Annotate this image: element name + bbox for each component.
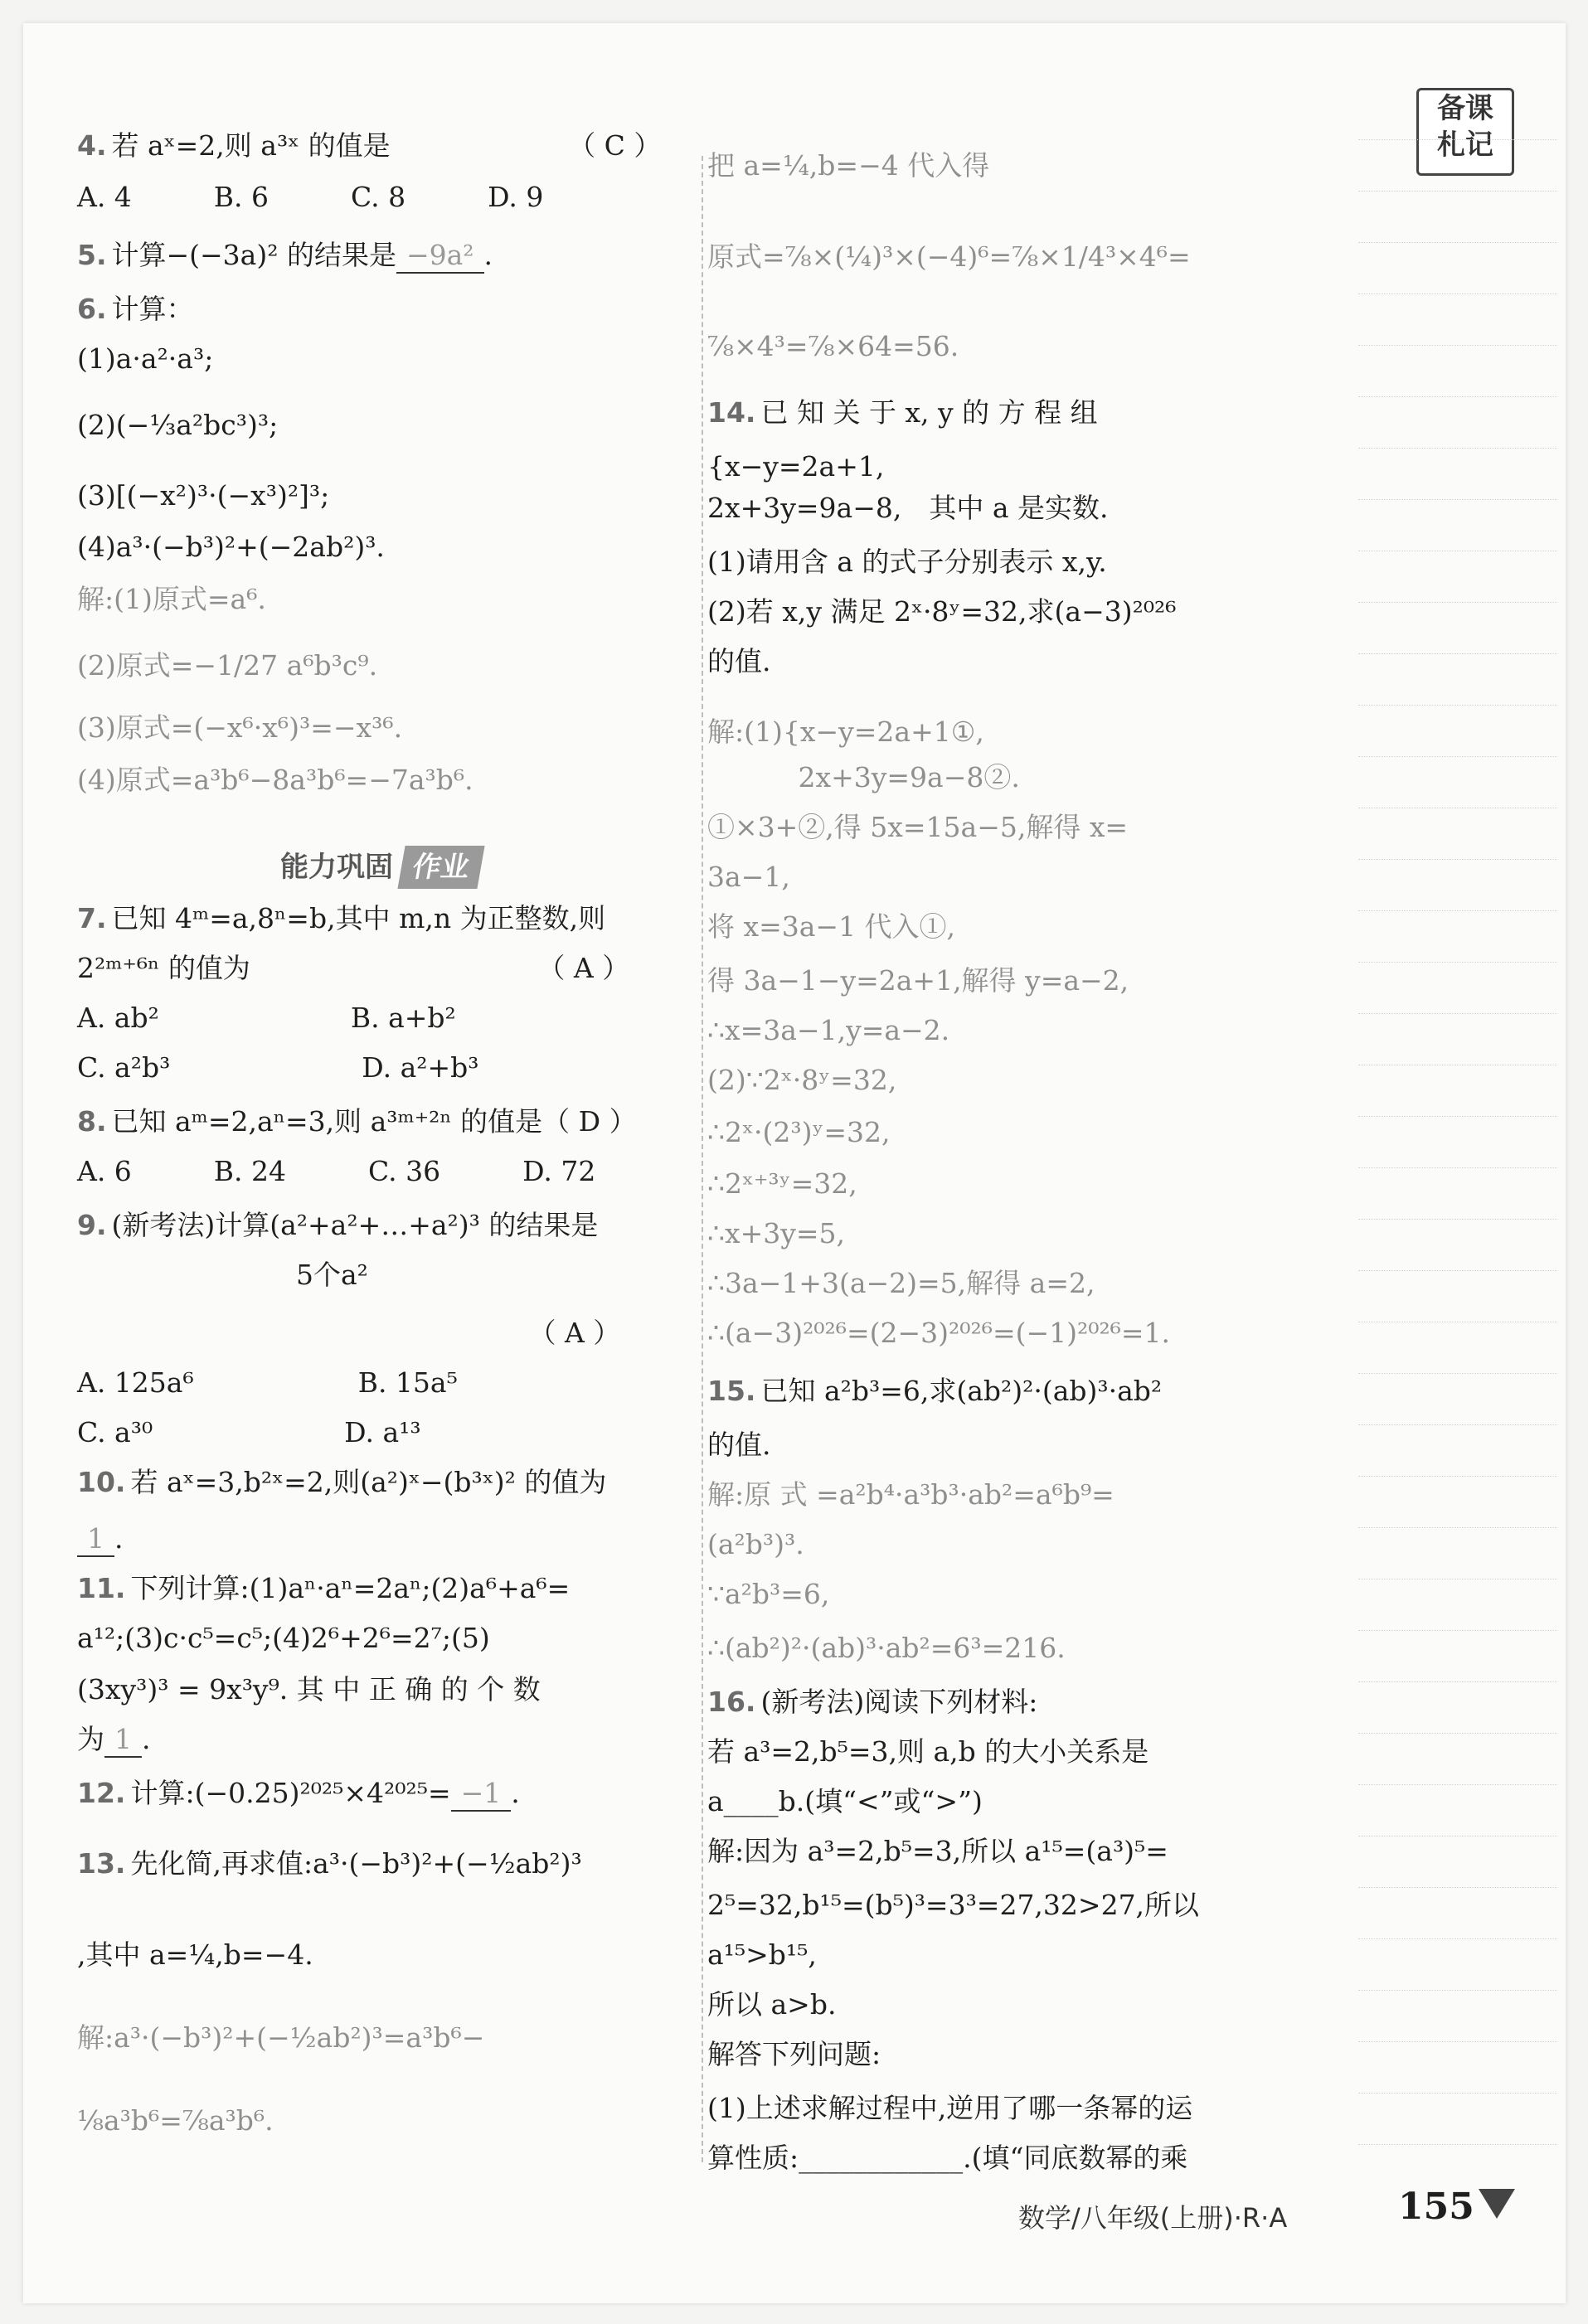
notes-rule: [1358, 1219, 1557, 1220]
line-tail: .: [511, 1777, 520, 1809]
page-number: 155: [1398, 2186, 1474, 2228]
notes-rule: [1358, 499, 1557, 500]
notes-stamp: [1416, 88, 1514, 176]
line-text: ∴2ˣ⁺³ʸ=32,: [707, 1167, 857, 1200]
stamp-line-2: 札记: [1437, 129, 1493, 162]
notes-rule: [1358, 2144, 1557, 2145]
notes-rule: [1358, 1630, 1557, 1631]
question-number: 10.: [77, 1466, 126, 1498]
line-text: (a²b³)³.: [707, 1528, 804, 1560]
right-line: [707, 450, 884, 483]
line-text: ∴x=3a−1,y=a−2.: [707, 1014, 950, 1046]
answer-blank: −9a²: [396, 239, 484, 274]
line-text: (3)[(−x²)³·(−x³)²]³;: [77, 479, 330, 512]
line-text: a¹⁵>b¹⁵,: [707, 1938, 817, 1971]
notes-rule: [1358, 602, 1557, 603]
line-text: 2x+3y=9a−8, 其中 a 是实数.: [707, 492, 1109, 524]
line-text: (1)请用含 a 的式子分别表示 x,y.: [707, 546, 1107, 578]
line-text: 解:a³·(−b³)²+(−½ab²)³=a³b⁶−: [77, 2021, 485, 2054]
left-line: [77, 764, 473, 797]
right-line: [707, 1988, 836, 2021]
left-line: [77, 1366, 458, 1400]
left-line: [77, 129, 661, 163]
left-line: [77, 1938, 313, 1972]
right-line: [707, 1014, 949, 1047]
line-text: A. 125a⁶ B. 15a⁵: [77, 1366, 458, 1399]
line-text: (1)a·a²·a³;: [77, 342, 214, 375]
question-number: 12.: [77, 1777, 126, 1809]
notes-rule: [1358, 1938, 1557, 1939]
notes-rule: [1358, 756, 1557, 757]
line-text: 原式=⅞×(¼)³×(−4)⁶=⅞×1/4³×4⁶=: [707, 240, 1191, 273]
left-line: [77, 409, 278, 442]
line-text: (3xy³)³ = 9x³y⁹. 其 中 正 确 的 个 数: [77, 1673, 541, 1705]
answer-blank: −1: [451, 1777, 512, 1812]
line-text: 5个a²: [77, 1259, 368, 1291]
line-text: C. a³⁰ D. a¹³: [77, 1416, 421, 1448]
line-text: (2)原式=−1/27 a⁶b³c⁹.: [77, 649, 378, 682]
notes-rule: [1358, 191, 1557, 192]
notes-rule: [1358, 1527, 1557, 1528]
line-text: 先化简,再求值:a³·(−b³)²+(−½ab²)³: [130, 1847, 582, 1880]
line-text: 解:(1){x−y=2a+1①,: [707, 716, 984, 748]
answer-blank: 1: [104, 1723, 142, 1758]
line-text: 2x+3y=9a−8②.: [707, 761, 1020, 793]
question-number: 16.: [707, 1686, 756, 1718]
line-text: 将 x=3a−1 代入①,: [707, 910, 956, 943]
line-text: 3a−1,: [707, 861, 790, 893]
right-line: [707, 2038, 881, 2071]
notes-rule: [1358, 1681, 1557, 1682]
left-line: [77, 1522, 124, 1557]
right-line: [707, 1528, 804, 1561]
question-number: 8.: [77, 1105, 107, 1138]
left-line: [77, 1777, 520, 1812]
line-text: 2²ᵐ⁺⁶ⁿ 的值为 （ A ）: [77, 952, 630, 984]
line-text: 的值.: [707, 645, 771, 677]
left-line: [77, 902, 605, 935]
line-text: 得 3a−1−y=2a+1,解得 y=a−2,: [707, 964, 1129, 997]
notes-rule: [1358, 1424, 1557, 1425]
notes-rule: [1358, 653, 1557, 654]
right-line: [707, 1686, 1037, 1719]
line-text: (新考法)阅读下列材料:: [760, 1686, 1038, 1718]
line-text: (4)原式=a³b⁶−8a³b⁶=−7a³b⁶.: [77, 764, 473, 796]
line-text: {x−y=2a+1,: [707, 450, 885, 483]
notes-rule: [1358, 345, 1557, 346]
left-line: [77, 1572, 570, 1605]
right-line: [707, 1267, 1095, 1300]
right-line: [707, 492, 1109, 525]
left-line: [77, 711, 402, 745]
line-text: 算性质:____________.(填“同底数幂的乘: [707, 2142, 1188, 2174]
line-text: （ A ）: [77, 1317, 621, 1349]
left-line: [77, 1466, 606, 1499]
notes-rule: [1358, 1270, 1557, 1271]
line-text: (2)∵2ˣ·8ʸ=32,: [707, 1064, 897, 1096]
line-text: 已 知 关 于 x, y 的 方 程 组: [760, 396, 1098, 429]
line-text: 已知 aᵐ=2,aⁿ=3,则 a³ᵐ⁺²ⁿ 的值是（ D ）: [111, 1105, 637, 1138]
left-line: [77, 1317, 620, 1350]
line-tail: .: [483, 239, 493, 271]
left-line: [77, 1416, 421, 1449]
left-line: [77, 1622, 490, 1655]
answer-blank: 1: [77, 1522, 114, 1557]
left-line: [77, 2021, 484, 2055]
right-line: [707, 1835, 1168, 1868]
line-text: 2⁵=32,b¹⁵=(b⁵)³=3³=27,32>27,所以: [707, 1889, 1200, 1921]
notes-rule: [1358, 1013, 1557, 1014]
line-tail: .: [114, 1522, 124, 1555]
right-line: [707, 1785, 983, 1818]
line-text: (3)原式=(−x⁶·x⁶)³=−x³⁶.: [77, 711, 403, 744]
question-number: 4.: [77, 129, 107, 162]
right-line: [707, 761, 1020, 794]
right-line: [707, 1317, 1170, 1350]
question-number: 7.: [77, 902, 107, 934]
line-text: 解:原 式 =a²b⁴·a³b³·ab²=a⁶b⁹=: [707, 1478, 1115, 1511]
section-tag: 作业: [397, 846, 484, 889]
left-line: [77, 1673, 541, 1706]
line-text: (新考法)计算(a²+a²+…+a²)³ 的结果是: [111, 1209, 599, 1241]
notes-rule: [1358, 242, 1557, 243]
left-line: [77, 531, 385, 564]
line-text: ∴(ab²)²·(ab)³·ab²=6³=216.: [707, 1632, 1066, 1664]
line-text: ⅛a³b⁶=⅞a³b⁶.: [77, 2104, 274, 2137]
question-number: 14.: [707, 396, 756, 429]
line-text: 计算：: [111, 293, 194, 325]
section-title: 能力巩固: [280, 851, 393, 884]
right-line: [707, 1064, 896, 1097]
line-text: ∴x+3y=5,: [707, 1217, 846, 1249]
footer-subject: 数学/八年级(上册)·R·A: [1018, 2202, 1288, 2234]
line-text: 若 aˣ=2,则 a³ˣ 的值是 （ C ）: [111, 129, 662, 162]
line-text: ⅞×4³=⅞×64=56.: [707, 330, 959, 362]
line-tail: .: [142, 1723, 151, 1755]
notes-rule: [1358, 1116, 1557, 1117]
line-text: 所以 a>b.: [707, 1988, 837, 2021]
left-line: [77, 1155, 595, 1188]
right-line: [707, 1889, 1199, 1922]
right-line: [707, 811, 1128, 844]
right-line: [707, 1375, 1162, 1408]
column-divider: [702, 156, 703, 2162]
right-line: [707, 1478, 1115, 1511]
right-line: [707, 910, 955, 944]
right-line: [707, 595, 1177, 628]
left-line: [77, 1209, 598, 1242]
right-line: [707, 149, 989, 182]
question-number: 9.: [77, 1209, 107, 1241]
right-line: [707, 396, 1098, 429]
left-line: [77, 2104, 274, 2137]
line-text: a____b.(填“<”或“>”): [707, 1785, 983, 1817]
line-text: ∴2ˣ·(2³)ʸ=32,: [707, 1116, 891, 1148]
left-line: [77, 649, 377, 682]
notes-rule: [1358, 1784, 1557, 1785]
line-text: ∴3a−1+3(a−2)=5,解得 a=2,: [707, 1267, 1095, 1299]
question-number: 11.: [77, 1572, 126, 1604]
notes-rule: [1358, 910, 1557, 911]
line-text: 计算−(−3a)² 的结果是: [111, 239, 396, 271]
notes-rule: [1358, 705, 1557, 706]
right-line: [707, 1167, 857, 1201]
section-banner: [280, 846, 481, 889]
right-line: [707, 716, 984, 749]
corner-triangle-icon: [1479, 2189, 1515, 2219]
notes-rule: [1358, 396, 1557, 397]
page: [23, 23, 1566, 2303]
line-text: C. a²b³ D. a²+b³: [77, 1051, 479, 1084]
question-number: 6.: [77, 293, 107, 325]
right-line: [707, 240, 1191, 274]
left-line: [77, 1105, 637, 1138]
right-line: [707, 1938, 817, 1972]
stamp-line-1: 备课: [1437, 92, 1493, 125]
right-line: [707, 330, 959, 363]
line-text: 为: [77, 1723, 104, 1755]
line-text: 下列计算:(1)aⁿ·aⁿ=2aⁿ;(2)a⁶+a⁶=: [130, 1572, 571, 1604]
line-text: 已知 a²b³=6,求(ab²)²·(ab)³·ab²: [760, 1375, 1163, 1407]
right-line: [707, 546, 1107, 579]
left-line: [77, 293, 194, 326]
line-text: (1)上述求解过程中,逆用了哪一条幂的运: [707, 2092, 1193, 2124]
notes-rule: [1358, 962, 1557, 963]
right-line: [707, 1578, 829, 1611]
left-line: [77, 1051, 478, 1084]
notes-rule: [1358, 1476, 1557, 1477]
left-line: [77, 1723, 151, 1758]
line-text: a¹²;(3)c·c⁵=c⁵;(4)2⁶+2⁶=2⁷;(5): [77, 1622, 490, 1654]
line-text: 若 a³=2,b⁵=3,则 a,b 的大小关系是: [707, 1735, 1149, 1768]
line-text: ∵a²b³=6,: [707, 1578, 830, 1610]
left-line: [77, 342, 213, 376]
notes-rule: [1358, 448, 1557, 449]
right-line: [707, 964, 1129, 997]
line-text: 的值.: [707, 1429, 771, 1461]
notes-rule: [1358, 1887, 1557, 1888]
notes-rule: [1358, 139, 1557, 140]
line-text: (2)(−⅓a²bc³)³;: [77, 409, 279, 441]
right-line: [707, 2142, 1187, 2175]
line-text: 若 aˣ=3,b²ˣ=2,则(a²)ˣ−(b³ˣ)² 的值为: [130, 1466, 607, 1498]
right-line: [707, 1429, 771, 1462]
notes-rule: [1358, 2093, 1557, 2094]
notes-rule: [1358, 1373, 1557, 1374]
left-line: [77, 1002, 456, 1035]
notes-rule: [1358, 1733, 1557, 1734]
line-text: A. ab² B. a+b²: [77, 1002, 456, 1034]
line-text: 解:因为 a³=2,b⁵=3,所以 a¹⁵=(a³)⁵=: [707, 1835, 1168, 1867]
right-line: [707, 1116, 891, 1149]
line-text: 把 a=¼,b=−4 代入得: [707, 149, 990, 182]
line-text: 解:(1)原式=a⁶.: [77, 583, 266, 615]
right-line: [707, 645, 771, 678]
question-number: 15.: [707, 1375, 756, 1407]
line-text: A. 4 B. 6 C. 8 D. 9: [77, 181, 544, 213]
line-text: 已知 4ᵐ=a,8ⁿ=b,其中 m,n 为正整数,则: [111, 902, 606, 934]
left-line: [77, 1847, 582, 1880]
line-text: 解答下列问题:: [707, 2038, 881, 2070]
left-line: [77, 952, 629, 985]
right-line: [707, 1632, 1066, 1665]
line-text: ①×3+②,得 5x=15a−5,解得 x=: [707, 811, 1129, 843]
notes-rule: [1358, 859, 1557, 860]
line-text: ,其中 a=¼,b=−4.: [77, 1938, 313, 1971]
right-line: [707, 1217, 845, 1250]
notes-rule: [1358, 2041, 1557, 2042]
left-line: [77, 479, 329, 512]
line-text: (4)a³·(−b³)²+(−2ab²)³.: [77, 531, 385, 563]
right-line: [707, 1735, 1149, 1768]
line-text: A. 6 B. 24 C. 36 D. 72: [77, 1155, 596, 1187]
line-text: 计算:(−0.25)²⁰²⁵×4²⁰²⁵=: [130, 1777, 451, 1809]
notes-rule: [1358, 1167, 1557, 1168]
left-line: [77, 1259, 368, 1292]
left-line: [77, 239, 493, 274]
line-text: ∴(a−3)²⁰²⁶=(2−3)²⁰²⁶=(−1)²⁰²⁶=1.: [707, 1317, 1171, 1349]
question-number: 5.: [77, 239, 107, 271]
line-text: (2)若 x,y 满足 2ˣ·8ʸ=32,求(a−3)²⁰²⁶: [707, 595, 1177, 628]
left-line: [77, 181, 543, 214]
question-number: 13.: [77, 1847, 126, 1880]
right-line: [707, 861, 790, 894]
left-line: [77, 583, 266, 616]
right-line: [707, 2092, 1192, 2125]
notes-rule: [1358, 1990, 1557, 1991]
